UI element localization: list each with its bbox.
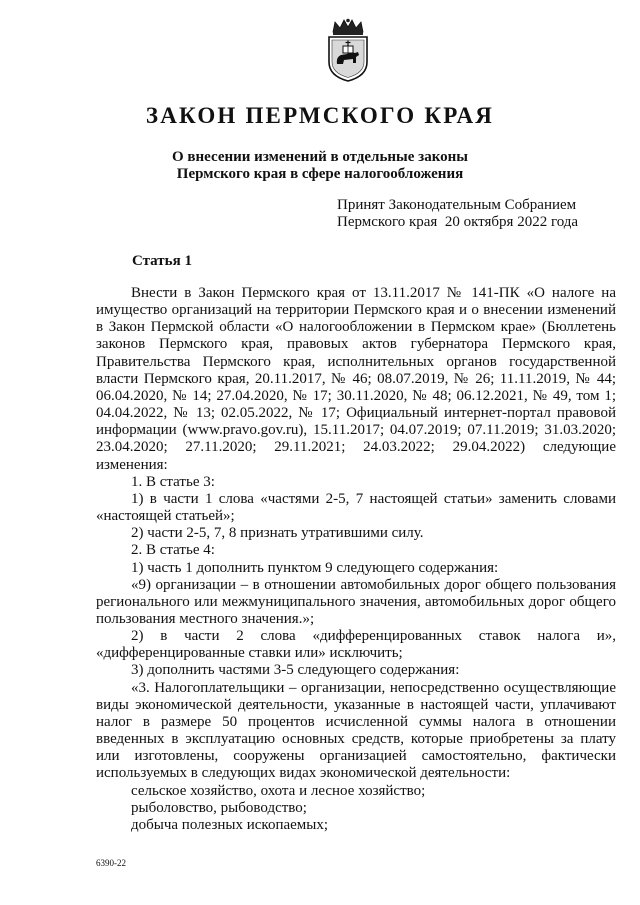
article-heading: Статья 1 xyxy=(132,253,192,269)
subtitle-line: О внесении изменений в отдельные законы xyxy=(172,149,468,165)
paragraph: 1) часть 1 дополнить пунктом 9 следующего содержания: xyxy=(131,559,499,576)
article-body xyxy=(96,285,616,834)
paragraph: рыболовство, рыбоводство; xyxy=(131,799,307,816)
paragraph: 3) дополнить частями 3-5 следующего содержания: xyxy=(131,662,460,679)
document-code: 6390-22 xyxy=(96,858,126,868)
paragraph: «9) организации – в отношении автомобильных дорог общего пользования регионального или межмуниципального значения, автомобильных дорог общего пользования местного значения.»; xyxy=(96,576,616,627)
paragraph: «3. Налогоплательщики – организации, непосредственно осуществляющие виды экономической деятельности, указанные в настоящей части, уплачивают налог в размере 50 процентов исчисленной суммы налога в отношении введенных в эксплуатацию основных средств, которые приобретены за плату или изготовлены, сооружены организацией самостоятельно, фактически используемых в следующих видах экономической деятельности: xyxy=(96,679,616,782)
law-subtitle xyxy=(0,149,640,183)
paragraph: добыча полезных ископаемых; xyxy=(131,816,329,833)
paragraph: Внести в Закон Пермского края от 13.11.2017 № 141-ПК «О налоге на имущество организаций на территории Пермского края и о внесении изменений в Закон Пермской области «О налогообложении в Пермском крае» (Бюллетень законов Пермского края, правовых актов губернатора Пермского края, Правительства Пермского края, исполнительных органов государственной власти Пермского края, 20.11.2017, № 46; 08.07.2019, № 26; 11.11.2019, № 44; 06.04.2020, № 14; 27.04.2020, № 17; 30.11.2020, № 48; 06.12.2021, № 49, том 1; 04.04.2022, № 13; 02.05.2022, № 17; Официальный интернет-портал правовой информации (www.pravo.gov.ru), 15.11.2017; 04.07.2019; 07.11.2019; 31.03.2020; 23.04.2020; 27.11.2020; 29.11.2021; 24.03.2022; 29.04.2022) следующие изменения: xyxy=(96,285,616,473)
paragraph: 1) в части 1 слова «частями 2-5, 7 настоящей статьи» заменить словами «настоящей статьей»; xyxy=(96,490,616,525)
paragraph: 1. В статье 3: xyxy=(131,473,215,490)
paragraph: 2) в части 2 слова «дифференцированных ставок налога и», «дифференцированные ставки или» исключить; xyxy=(96,628,616,662)
paragraph: 2) части 2-5, 7, 8 признать утратившими силу. xyxy=(131,525,424,542)
law-title: ЗАКОН ПЕРМСКОГО КРАЯ xyxy=(145,103,495,128)
adoption-line: Пермского края 20 октября 2022 года xyxy=(337,214,579,230)
adoption-note xyxy=(337,197,578,231)
paragraph: 2. В статье 4: xyxy=(131,542,215,559)
paragraph: сельское хозяйство, охота и лесное хозяйство; xyxy=(131,782,426,799)
coat-of-arms-icon xyxy=(325,18,371,82)
subtitle-line: Пермского края в сфере налогообложения xyxy=(176,166,464,182)
adoption-line: Принят Законодательным Собранием xyxy=(337,197,577,213)
